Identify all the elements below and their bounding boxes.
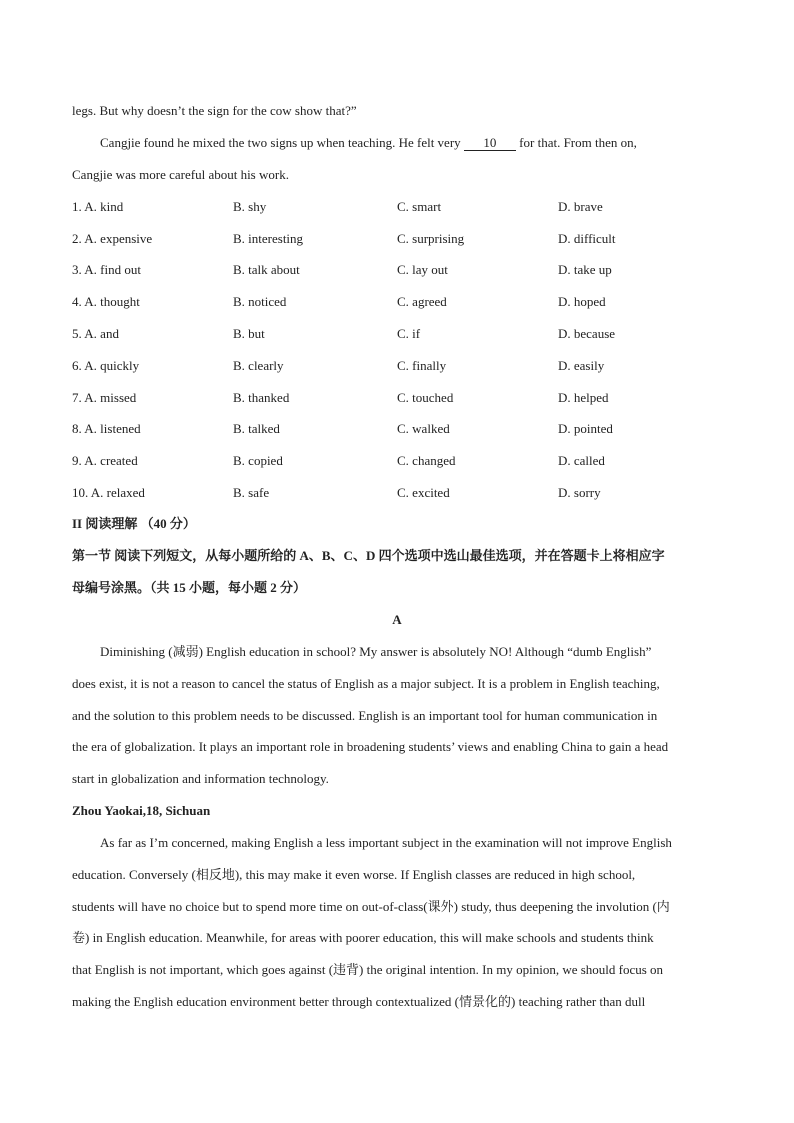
cloze-line-1: legs. But why doesn’t the sign for the cow show that?” [72, 103, 357, 118]
option-c: C. smart [397, 199, 442, 214]
cloze-line-2-pre: Cangjie found he mixed the two signs up when teaching. He felt very [100, 135, 464, 150]
option-a: 3. A. find out [72, 262, 141, 277]
cloze-line-2 [100, 135, 637, 151]
option-d: D. sorry [558, 485, 601, 500]
option-a: 8. A. listened [72, 421, 141, 436]
passage-p2-line-5: that English is not important, which goes against (违背) the original intention. In my opinion, we should focus on [72, 962, 664, 977]
option-d: D. brave [558, 199, 603, 214]
option-c: C. lay out [397, 262, 448, 277]
passage-label: A [392, 612, 402, 627]
option-b: B. but [233, 326, 265, 341]
option-b: B. clearly [233, 358, 284, 373]
passage-p1-line-2: does exist, it is not a reason to cancel the status of English as a major subject. It is a problem in English teaching, [72, 676, 660, 691]
option-b: B. interesting [233, 231, 304, 246]
option-a: 4. A. thought [72, 294, 140, 309]
option-c: C. if [397, 326, 421, 341]
passage-p2-line-2: education. Conversely (相反地), this may make it even worse. If English classes are reduced in high school, [72, 867, 636, 882]
option-c: C. walked [397, 421, 450, 436]
option-a: 6. A. quickly [72, 358, 140, 373]
option-b: B. noticed [233, 294, 287, 309]
option-c: C. surprising [397, 231, 465, 246]
cloze-line-2-post: for that. From then on, [515, 135, 637, 150]
passage-p1-line-5: start in globalization and information technology. [72, 771, 329, 786]
option-a: 2. A. expensive [72, 231, 153, 246]
option-d: D. pointed [558, 421, 613, 436]
option-b: B. talk about [233, 262, 300, 277]
option-a: 7. A. missed [72, 390, 137, 405]
passage-p2-line-4: 卷) in English education. Meanwhile, for areas with poorer education, this will make schools and students think [72, 930, 654, 945]
option-d: D. helped [558, 390, 609, 405]
option-c: C. excited [397, 485, 450, 500]
passage-p1-line-4: the era of globalization. It plays an important role in broadening students’ views and enabling China to gain a head [72, 739, 669, 754]
section-instruction-line-1: 第一节 阅读下列短文，从每小题所给的 A、B、C、D 四个选项中选山最佳选项，并在答题卡上将相应字 [72, 548, 665, 563]
passage-p2-line-6: making the English education environment better through contextualized (情景化的) teaching rather than dull [72, 994, 646, 1009]
passage-p2-line-3: students will have no choice but to spend more time on out-of-class(课外) study, thus deepening the involution (内 [72, 899, 670, 914]
option-d: D. take up [558, 262, 612, 277]
option-b: B. thanked [233, 390, 290, 405]
option-a: 5. A. and [72, 326, 119, 341]
option-a: 1. A. kind [72, 199, 124, 214]
option-b: B. talked [233, 421, 280, 436]
section-instruction-line-2: 母编号涂黑。（共 15 小题，每小题 2 分） [72, 580, 307, 595]
option-c: C. finally [397, 358, 447, 373]
option-a: 9. A. created [72, 453, 138, 468]
option-c: C. touched [397, 390, 454, 405]
passage-p1-line-3: and the solution to this problem needs to be discussed. English is an important tool for human communication in [72, 708, 658, 723]
cloze-line-3: Cangjie was more careful about his work. [72, 167, 289, 182]
passage-p2-line-1: As far as I’m concerned, making English a less important subject in the examination will not improve English [100, 835, 672, 850]
option-b: B. copied [233, 453, 283, 468]
option-c: C. agreed [397, 294, 447, 309]
author-line: Zhou Yaokai,18, Sichuan [72, 803, 211, 818]
option-d: D. because [558, 326, 616, 341]
option-d: D. hoped [558, 294, 606, 309]
option-d: D. easily [558, 358, 605, 373]
section-title: II 阅读理解 （40 分） [72, 516, 196, 531]
option-b: B. shy [233, 199, 267, 214]
option-d: D. called [558, 453, 605, 468]
passage-p1-line-1: Diminishing (减弱) English education in school? My answer is absolutely NO! Although “dumb English” [100, 644, 652, 659]
blank-10: 10 [464, 136, 516, 151]
option-a: 10. A. relaxed [72, 485, 145, 500]
option-c: C. changed [397, 453, 456, 468]
option-b: B. safe [233, 485, 270, 500]
option-d: D. difficult [558, 231, 616, 246]
